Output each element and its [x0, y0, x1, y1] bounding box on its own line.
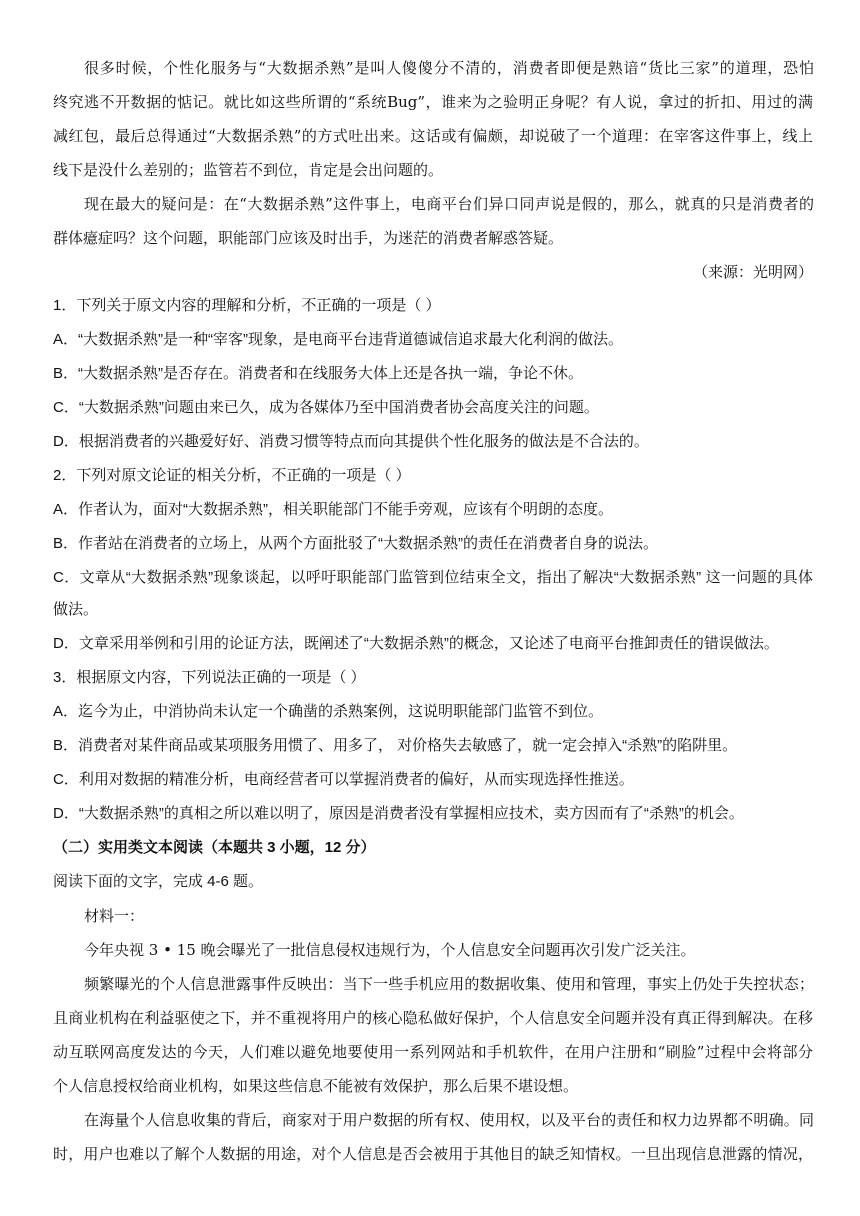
question-2-option-a: A．作者认为，面对“大数据杀熟”，相关职能部门不能手旁观，应该有个明朗的态度。	[53, 501, 613, 518]
question-2-option-b: B．作者站在消费者的立场上，从两个方面批驳了“大数据杀熟”的责任在消费者自身的说法。	[53, 535, 658, 552]
material-paragraph-line: 且商业机构在利益驱使之下，并不重视将用户的核心隐私做好保护，个人信息安全问题并没有真正得到解决。在移	[53, 1009, 813, 1027]
material-paragraph-line: 动互联网高度发达的今天，人们难以避免地要使用一系列网站和手机软件，在用户注册和“刷脸”过程中会将部分	[53, 1043, 813, 1061]
question-1-option-b: B．“大数据杀熟”是否存在。消费者和在线服务大体上还是各执一端，争论不休。	[53, 365, 583, 382]
question-3-option-a: A．迄今为止，中消协尚未认定一个确凿的杀熟案例，这说明职能部门监管不到位。	[53, 703, 604, 720]
material-paragraph-line: 频繁曝光的个人信息泄露事件反映出：当下一些手机应用的数据收集、使用和管理，事实上仍处于失控状态；	[84, 975, 814, 993]
passage-paragraph-line: 减红包，最后总得通过“大数据杀熟”的方式吐出来。这话或有偏颇，却说破了一个道理：在宰客这件事上，线上	[53, 127, 813, 145]
question-2-stem: 2．下列对原文论证的相关分析，不正确的一项是（ ）	[53, 467, 411, 484]
passage-paragraph-line: 终究逃不开数据的惦记。就比如这些所谓的“系统Bug”，谁来为之验明正身呢？有人说，拿过的折扣、用过的满	[53, 93, 813, 111]
question-1-stem: 1．下列关于原文内容的理解和分析，不正确的一项是（ ）	[53, 297, 441, 314]
passage-paragraph-line: 现在最大的疑问是：在“大数据杀熟”这件事上，电商平台们异口同声说是假的，那么，就真的只是消费者的	[84, 195, 814, 213]
question-2-option-c-continued: 做法。	[53, 601, 99, 618]
material-paragraph-line: 时，用户也难以了解个人数据的用途，对个人信息是否会被用于其他目的缺乏知情权。一旦出现信息泄露的情况，	[53, 1145, 813, 1163]
question-2-option-d: D．文章采用举例和引用的论证方法，既阐述了“大数据杀熟”的概念，又论述了电商平台推卸责任的错误做法。	[53, 635, 779, 652]
question-3-stem: 3．根据原文内容，下列说法正确的一项是（ ）	[53, 669, 366, 686]
question-1-option-d: D．根据消费者的兴趣爱好好、消费习惯等特点而向其提供个性化服务的做法是不合法的。	[53, 433, 649, 450]
section-instruction: 阅读下面的文字，完成 4-6 题。	[53, 873, 264, 890]
source-attribution: （来源：光明网）	[692, 263, 813, 281]
passage-paragraph-line: 线下是没什么差别的；监管若不到位，肯定是会出问题的。	[53, 161, 444, 179]
material-paragraph-line: 今年央视 3 • 15 晚会曝光了一批信息侵权违规行为，个人信息安全问题再次引发广泛关注。	[84, 941, 696, 959]
material-paragraph-line: 在海量个人信息收集的背后，商家对于用户数据的所有权、使用权，以及平台的责任和权力边界都不明确。同	[84, 1111, 814, 1129]
material-paragraph-line: 个人信息授权给商业机构，如果这些信息不能被有效保护，那么后果不堪设想。	[53, 1077, 579, 1095]
question-2-option-c: C．文章从“大数据杀熟”现象谈起，以呼吁职能部门监管到位结束全文，指出了解决“大数据杀熟” 这一问题的具体	[53, 569, 813, 586]
passage-paragraph-line: 群体癔症吗？这个问题，职能部门应该及时出手，为迷茫的消费者解惑答疑。	[53, 229, 564, 247]
section-heading: （二）实用类文本阅读（本题共 3 小题，12 分）	[53, 839, 376, 856]
question-3-option-c: C．利用对数据的精准分析，电商经营者可以掌握消费者的偏好，从而实现选择性推送。	[53, 771, 634, 788]
passage-paragraph-line: 很多时候，个性化服务与“大数据杀熟”是叫人傻傻分不清的，消费者即便是熟谙“货比三家”的道理，恐怕	[84, 59, 814, 77]
question-3-option-b: B．消费者对某件商品或某项服务用惯了、用多了， 对价格失去敏感了，就一定会掉入“杀熟”的陷阱里。	[53, 737, 738, 754]
question-1-option-a: A．“大数据杀熟”是一种“宰客”现象，是电商平台违背道德诚信追求最大化利润的做法。	[53, 331, 623, 348]
material-label: 材料一：	[84, 907, 145, 925]
question-3-option-d: D．“大数据杀熟”的真相之所以难以明了，原因是消费者没有掌握相应技术，卖方因而有了“杀熟”的机会。	[53, 805, 744, 822]
question-1-option-c: C．“大数据杀熟”问题由来已久，成为各媒体乃至中国消费者协会高度关注的问题。	[53, 399, 599, 416]
